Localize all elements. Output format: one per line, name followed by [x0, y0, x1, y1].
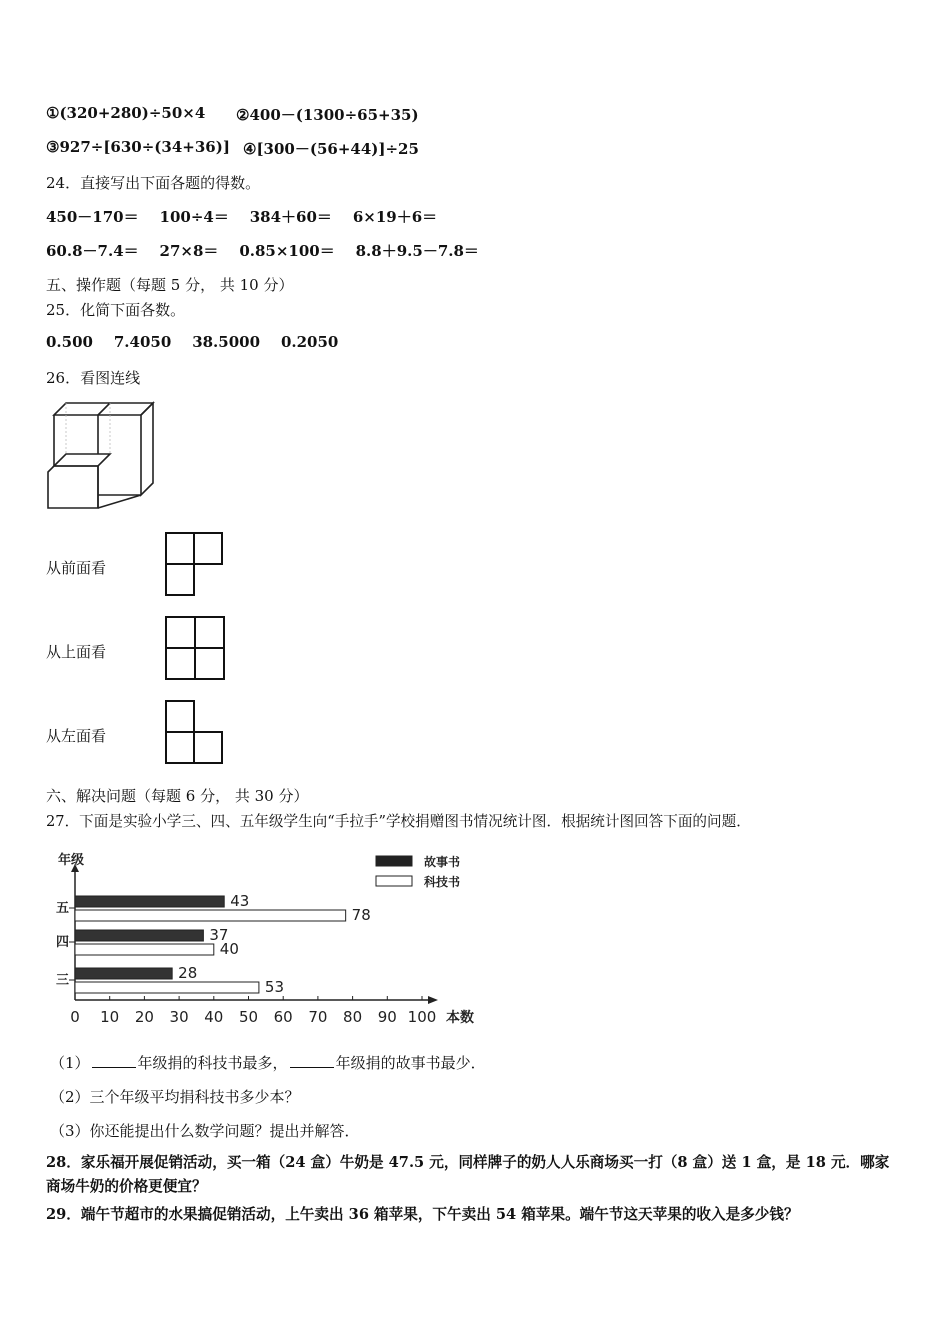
y-axis-label: 年级: [58, 853, 85, 868]
bar-story: [75, 930, 203, 941]
q26-title: 26．看图连线: [46, 369, 141, 387]
q24-row1: [46, 206, 437, 227]
front-view-figure: [163, 530, 225, 598]
category-label: 三: [56, 973, 70, 988]
x-tick-label: 100: [407, 1008, 437, 1026]
q28-text: 28．家乐福开展促销活动，买一箱（24 盒）牛奶是 47.5 元，同样牌子的奶人人乐商场买一打（8 盒）送 1 盒，是 18 元．哪家商场牛奶的价格更便宜？: [46, 1154, 890, 1195]
x-tick-label: 10: [100, 1008, 120, 1026]
q27-title: 27．下面是实验小学三、四、五年级学生向“手拉手”学校捐赠图书情况统计图．根据统计图回答下面的问题．: [46, 813, 751, 830]
q25-num-2: 7.4050: [113, 333, 172, 351]
q23-item-4: ④[300－(56+44)]÷25: [243, 140, 419, 158]
x-tick-label: 0: [70, 1008, 80, 1026]
x-tick-label: 40: [204, 1008, 224, 1026]
q25-num-1: 0.500: [46, 333, 93, 351]
q24-row2: [46, 240, 479, 261]
bar-value-label: 40: [219, 940, 239, 958]
answer-blank-1[interactable]: [92, 1055, 136, 1068]
q24-r1-a: 450－170＝: [46, 208, 139, 226]
q24-title: 24．直接写出下面各题的得数。: [46, 174, 261, 192]
bar-value-label: 78: [351, 906, 371, 924]
q27-sub1-end: 年级捐的故事书最少．: [335, 1054, 486, 1072]
q24-r1-b: 100÷4＝: [159, 208, 229, 226]
x-tick-label: 80: [343, 1008, 363, 1026]
bar-science: [75, 910, 346, 921]
bar-science: [75, 944, 214, 955]
view-label-front: 从前面看: [46, 559, 107, 577]
x-tick-label: 70: [308, 1008, 328, 1026]
q23-item-1: ①(320+280)÷50×4: [46, 104, 206, 122]
bar-value-label: 37: [209, 926, 229, 944]
bar-science: [75, 982, 259, 993]
section6-title: 六、解决问题（每题 6 分， 共 30 分）: [46, 787, 309, 805]
legend-swatch-science: [376, 876, 412, 886]
solid-figure: [44, 396, 160, 514]
q25-num-3: 38.5000: [192, 333, 261, 351]
x-axis-arrow: [428, 996, 438, 1004]
bar-story: [75, 968, 172, 979]
q27-sub1-num: （1）: [50, 1054, 90, 1072]
bar-value-label: 28: [178, 964, 198, 982]
q24-r2-a: 60.8－7.4＝: [46, 242, 139, 260]
q25-num-4: 0.2050: [280, 333, 339, 351]
legend-swatch-story: [376, 856, 412, 866]
view-label-top: 从上面看: [46, 643, 107, 661]
q25-numbers: [46, 333, 338, 351]
bar-story: [75, 896, 224, 907]
q24-r2-c: 0.85×100＝: [239, 242, 335, 260]
x-tick-label: 20: [134, 1008, 154, 1026]
legend-label: 科技书: [424, 875, 461, 889]
left-view-figure: [163, 698, 225, 766]
q24-r2-d: 8.8＋9.5－7.8＝: [355, 242, 479, 260]
q29-text: 29．端午节超市的水果搞促销活动，上午卖出 36 箱苹果，下午卖出 54 箱苹果。端午节这天苹果的收入是多少钱？: [46, 1206, 799, 1223]
q23-item-2: ②400－(1300÷65+35): [236, 106, 419, 124]
q27-sub3: （3）你还能提出什么数学问题？提出并解答．: [50, 1122, 360, 1140]
bar-value-label: 43: [230, 892, 250, 910]
top-view-figure: [163, 614, 227, 682]
view-label-left: 从左面看: [46, 727, 107, 745]
q24-r1-c: 384＋60＝: [249, 208, 332, 226]
category-label: 四: [56, 935, 70, 950]
q27-sub1: [50, 1052, 486, 1073]
category-label: 五: [56, 901, 70, 916]
q24-r2-b: 27×8＝: [159, 242, 219, 260]
x-tick-label: 50: [238, 1008, 259, 1026]
q27-sub1-mid: 年级捐的科技书最多，: [137, 1054, 288, 1072]
bar-value-label: 53: [264, 978, 285, 996]
x-axis-label: 本数: [446, 1010, 474, 1026]
q25-title: 25．化简下面各数。: [46, 301, 186, 319]
q24-r1-d: 6×19＋6＝: [352, 208, 438, 226]
legend-label: 故事书: [424, 855, 461, 869]
x-tick-label: 90: [377, 1008, 397, 1026]
q27-sub2: （2）三个年级平均捐科技书多少本？: [50, 1088, 300, 1106]
q23-item-3: ③927÷[630÷(34+36)]: [46, 138, 230, 156]
answer-blank-2[interactable]: [290, 1055, 334, 1068]
bar-chart: [40, 848, 500, 1033]
x-tick-label: 60: [273, 1008, 293, 1026]
section5-title: 五、操作题（每题 5 分， 共 10 分）: [46, 276, 294, 294]
x-tick-label: 30: [169, 1008, 189, 1026]
